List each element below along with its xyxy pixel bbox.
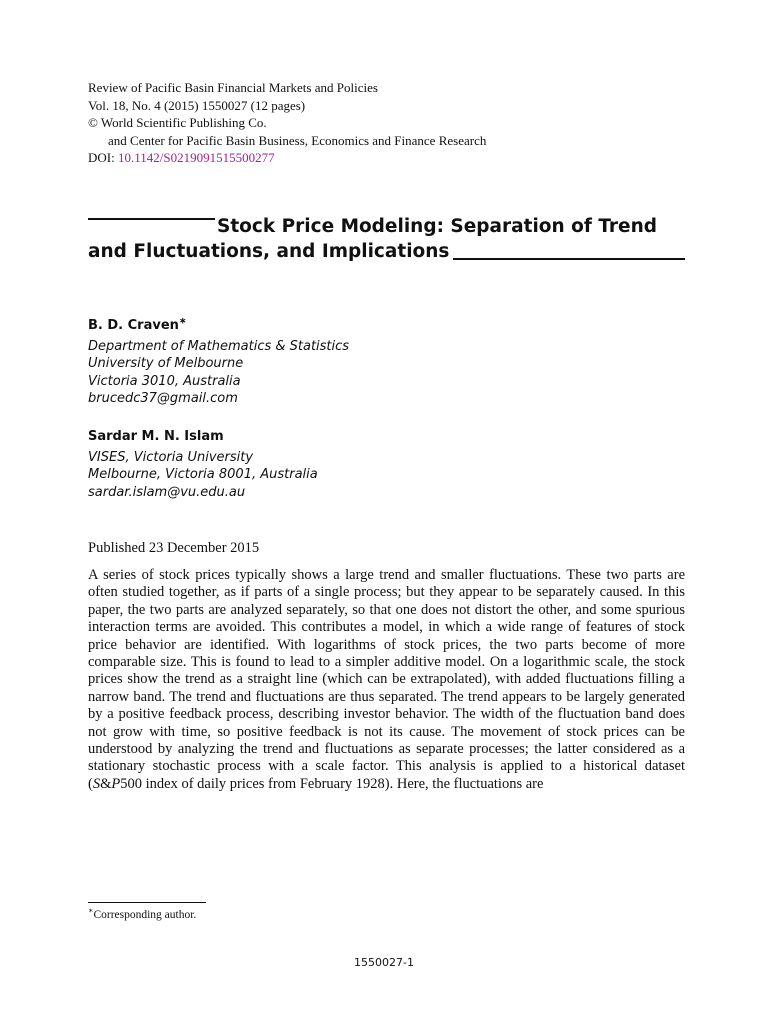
doi-label: DOI: bbox=[88, 150, 115, 165]
abstract-paragraph: A series of stock prices typically shows a large trend and smaller fluctuations. These two parts are often studied together, as if parts of a single process; but they appear to be separately caused. In this paper, the two parts are analyzed separately, so that one does not distort the other, and some spurious interaction terms are avoided. This contributes a model, in which a wide range of features of stock price behavior are identified. With logarithms of stock prices, the two parts become of more comparable size. This is found to lead to a simpler additive model. On a logarithmic scale, the stock prices show the trend as a straight line (which can be extrapolated), with added fluctuations filling a narrow band. The trend and fluctuations are thus separated. The trend appears to be largely generated by a positive feedback process, describing investor behavior. The width of the fluctuation band does not grow with time, so positive feedback is not its cause. The movement of stock prices can be understood by analyzing the trend and fluctuations as separate processes; the latter considered as a stationary stochastic process with a scale factor. This analysis is applied to a historical dataset (S&P500 index of daily prices from February 1928). Here, the fluctuations are bbox=[88, 567, 685, 792]
author-email[interactable]: sardar.islam@vu.edu.au bbox=[88, 484, 246, 500]
author-institution: VISES, Victoria University bbox=[88, 449, 254, 465]
journal-name: Review of Pacific Basin Financial Markets and Policies bbox=[88, 80, 378, 95]
author-address: Melbourne, Victoria 8001, Australia bbox=[88, 467, 318, 482]
footnote-rule bbox=[88, 902, 206, 903]
doi-link[interactable]: 10.1142/S0219091515500277 bbox=[117, 150, 275, 165]
title-text-1: Stock Price Modeling: Separation of Trend bbox=[217, 216, 657, 237]
journal-volume: Vol. 18, No. 4 (2015) 1550027 (12 pages) bbox=[88, 97, 306, 113]
title-line-1 bbox=[88, 214, 685, 239]
author-block-2 bbox=[88, 428, 318, 501]
corresponding-marker: ∗ bbox=[178, 316, 187, 327]
sp-s: S bbox=[92, 775, 101, 792]
author-department: Department of Mathematics & Statistics bbox=[88, 338, 350, 354]
journal-copyright-cont: and Center for Pacific Basin Business, Economics and Finance Research bbox=[108, 132, 487, 148]
title-line-2 bbox=[88, 239, 685, 264]
title-rule-left bbox=[88, 218, 215, 220]
paper-title bbox=[88, 214, 685, 264]
journal-header bbox=[88, 79, 486, 167]
footnote-text: Corresponding author. bbox=[93, 908, 197, 921]
title-rule-right bbox=[453, 258, 685, 260]
journal-doi-line bbox=[88, 149, 486, 167]
title-text-2: and Fluctuations, and Implications bbox=[88, 241, 450, 262]
author-address: Victoria 3010, Australia bbox=[88, 373, 241, 389]
author-block-1 bbox=[88, 317, 349, 408]
published-date: Published 23 December 2015 bbox=[88, 540, 260, 556]
sp-p: P bbox=[111, 775, 121, 792]
journal-copyright: © World Scientific Publishing Co. bbox=[88, 115, 267, 130]
author-email[interactable]: brucedc37@gmail.com bbox=[88, 391, 238, 406]
footnote bbox=[88, 906, 196, 921]
author-name: B. D. Craven∗ bbox=[88, 316, 187, 333]
author-university: University of Melbourne bbox=[88, 356, 244, 371]
page-number: 1550027-1 bbox=[354, 956, 414, 969]
footnote-marker: ∗ bbox=[88, 906, 94, 915]
author-name: Sardar M. N. Islam bbox=[88, 429, 224, 444]
